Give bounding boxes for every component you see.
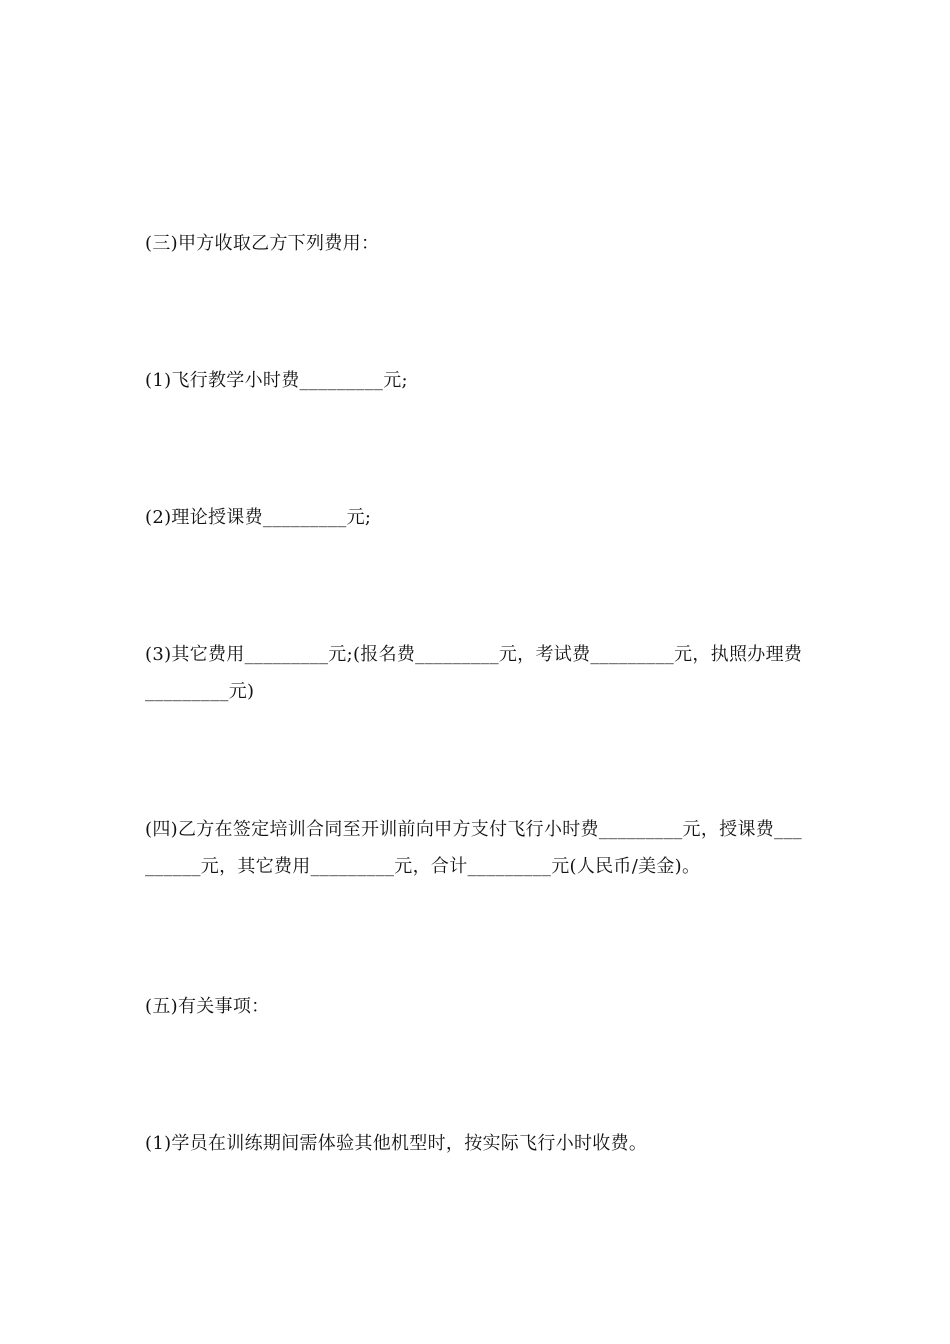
matters-item-1: (1)学员在训练期间需体验其他机型时，按实际飞行小时收费。 <box>145 1133 648 1154</box>
fee-item-theory: (2)理论授课费_________元; <box>145 507 372 528</box>
section-matters-heading: (五)有关事项： <box>145 996 270 1017</box>
fee-item-flight-hours: (1)飞行教学小时费_________元; <box>145 370 408 391</box>
section-fees-heading: (三)甲方收取乙方下列费用： <box>145 233 380 254</box>
fee-item-other: (3)其它费用_________元;(报名费_________元，考试费_________元，执照办理费_________元) <box>145 644 803 702</box>
section-payment-paragraph: (四)乙方在签定培训合同至开训前向甲方支付飞行小时费_________元，授课费_________元，其它费用_________元，合计_________元(人民币/美金)。 <box>145 819 802 877</box>
